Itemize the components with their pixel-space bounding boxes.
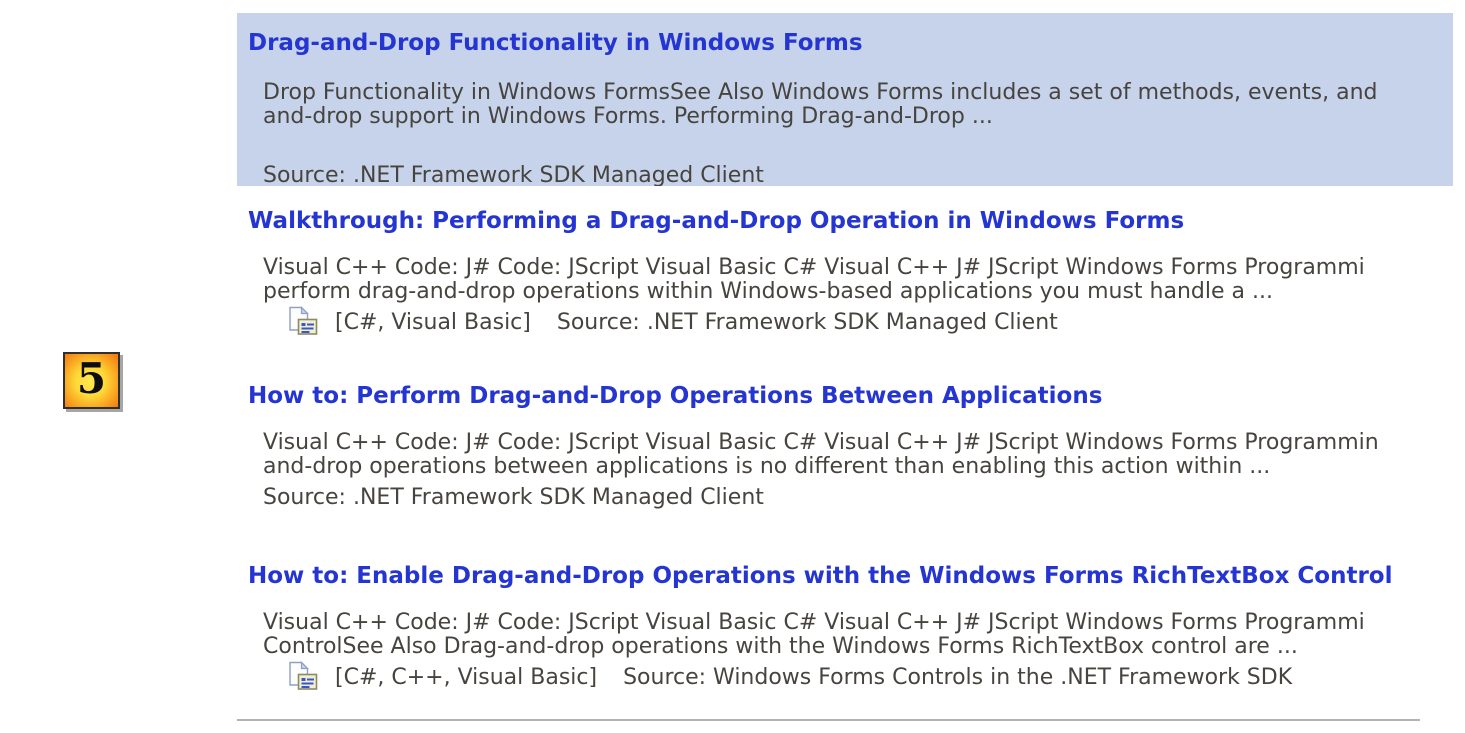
result-title-link[interactable]: Drag-and-Drop Functionality in Windows Forms [248,30,863,56]
result-meta-row [263,159,1448,186]
search-result-item[interactable] [237,383,1453,533]
result-source: Source: .NET Framework SDK Managed Client [263,162,764,186]
result-snippet-line-2: ControlSee Also Drag-and-drop operations with the Windows Forms RichTextBox control are ... [263,634,1298,659]
result-snippet-line-1: Visual C++ Code: J# Code: JScript Visual Basic C# Visual C++ J# JScript Windows Forms Programmi [263,611,1365,635]
result-snippet-line-2: perform drag-and-drop operations within Windows-based applications you must handle a ... [263,279,1273,304]
result-snippet [263,81,1448,129]
result-meta-row [263,661,1448,693]
result-source: Source: Windows Forms Controls in the .NET Framework SDK [623,664,1293,690]
result-snippet-line-2: and-drop operations between applications is no different than enabling this action within ... [263,454,1271,479]
result-languages: [C#, Visual Basic] [335,309,531,335]
result-meta-row [263,481,1448,513]
step-number-badge [63,352,120,409]
code-sample-document-icon [288,661,319,691]
search-result-item[interactable] [237,208,1453,358]
result-languages: [C#, C++, Visual Basic] [335,664,598,690]
result-snippet-line-1: Visual C++ Code: J# Code: JScript Visual Basic C# Visual C++ J# JScript Windows Forms Programmi [263,256,1365,280]
search-results-list [237,0,1453,733]
result-snippet-line-1: Visual C++ Code: J# Code: JScript Visual Basic C# Visual C++ J# JScript Windows Forms Programmin [263,431,1379,455]
result-snippet [263,431,1448,479]
result-source: Source: .NET Framework SDK Managed Client [556,309,1058,335]
result-title-link[interactable]: Walkthrough: Performing a Drag-and-Drop Operation in Windows Forms [248,208,1185,234]
results-bottom-divider [237,719,1420,721]
result-title-link[interactable]: How to: Perform Drag-and-Drop Operations Between Applications [248,383,1103,409]
result-source: Source: .NET Framework SDK Managed Client [263,484,764,510]
code-sample-document-icon [288,306,319,336]
result-snippet-line-1: Drop Functionality in Windows FormsSee Also Windows Forms includes a set of methods, events, and [263,81,1378,105]
result-meta-row [263,306,1448,338]
result-title-link[interactable]: How to: Enable Drag-and-Drop Operations with the Windows Forms RichTextBox Control [248,563,1393,589]
step-number-label: 5 [76,354,107,403]
search-result-item[interactable] [237,13,1453,186]
result-snippet-line-2: and-drop support in Windows Forms. Performing Drag-and-Drop ... [263,104,993,129]
search-result-item[interactable] [237,563,1453,713]
result-snippet [263,256,1448,304]
result-snippet [263,611,1448,659]
